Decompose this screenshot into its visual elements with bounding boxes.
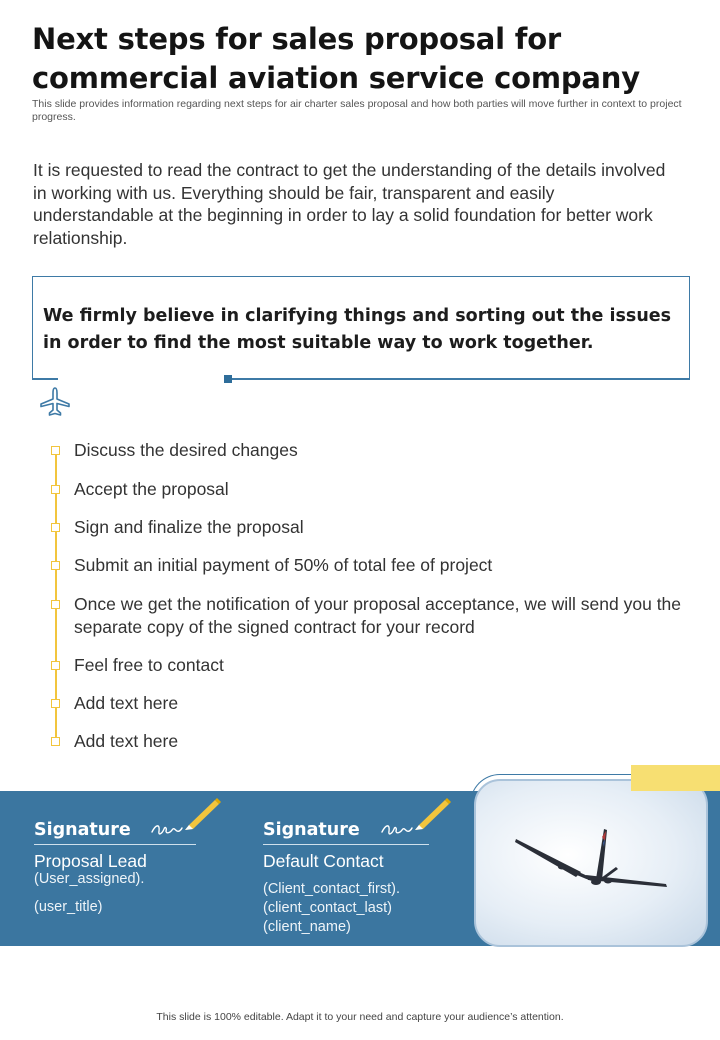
- step-bullet: [51, 699, 60, 708]
- page-title: Next steps for sales proposal for commercial aviation service company: [32, 22, 640, 95]
- step-bullet: [51, 600, 60, 609]
- step-item: Accept the proposal: [74, 479, 229, 499]
- quote-box-bottom-left-border: [32, 378, 58, 380]
- step-bullet: [51, 661, 60, 670]
- step-bullet: [51, 523, 60, 532]
- step-item: Discuss the desired changes: [74, 440, 298, 460]
- airplane-photo: [474, 779, 708, 947]
- step-item: Feel free to contact: [74, 655, 224, 675]
- signature-heading: Signature: [34, 820, 131, 840]
- signature-detail: (client_name): [263, 919, 351, 935]
- quote-box-bottom-right-border: [230, 378, 690, 380]
- signature-detail: (user_title): [34, 899, 103, 915]
- signature-detail: (User_assigned).: [34, 871, 145, 887]
- signature-role: Proposal Lead: [34, 851, 147, 871]
- step-bullet: [51, 737, 60, 746]
- step-item: Add text here: [74, 731, 179, 751]
- signature-line: [34, 844, 196, 845]
- pen-signature-icon: [378, 794, 454, 840]
- quote-anchor-dot: [224, 375, 232, 383]
- airplane-icon: [38, 385, 72, 419]
- signature-role: Default Contact: [263, 851, 384, 871]
- step-item: Submit an initial payment of 50% of total fee of project: [74, 555, 493, 575]
- pen-signature-icon: [148, 794, 224, 840]
- step-item: Once we get the notification of your proposal acceptance, we will send you the separate copy of the signed contract for your record: [74, 594, 682, 637]
- page-subtitle: This slide provides information regarding next steps for air charter sales proposal and how both parties will move further in context to project progress.: [32, 98, 682, 123]
- signature-line: [263, 844, 429, 845]
- signature-heading: Signature: [263, 820, 360, 840]
- intro-paragraph: It is requested to read the contract to get the understanding of the details involved in working with us. Everything should be fair, transparent and easily understandable at the beginning in order to lay a solid foundation for better work relationship.: [33, 160, 666, 248]
- signature-detail: (Client_contact_first).: [263, 881, 400, 897]
- airplane-silhouette: [476, 781, 708, 947]
- quote-text: We firmly believe in clarifying things and sorting out the issues in order to find the most suitable way to work together.: [43, 306, 672, 353]
- step-bullet: [51, 446, 60, 455]
- step-bullet: [51, 561, 60, 570]
- signature-detail: (client_contact_last): [263, 900, 392, 916]
- footer-note: This slide is 100% editable. Adapt it to your need and capture your audience’s attention.: [156, 1011, 564, 1023]
- step-item: Add text here: [74, 693, 179, 713]
- decorative-yellow-block: [631, 765, 720, 791]
- step-item: Sign and finalize the proposal: [74, 517, 304, 537]
- step-bullet: [51, 485, 60, 494]
